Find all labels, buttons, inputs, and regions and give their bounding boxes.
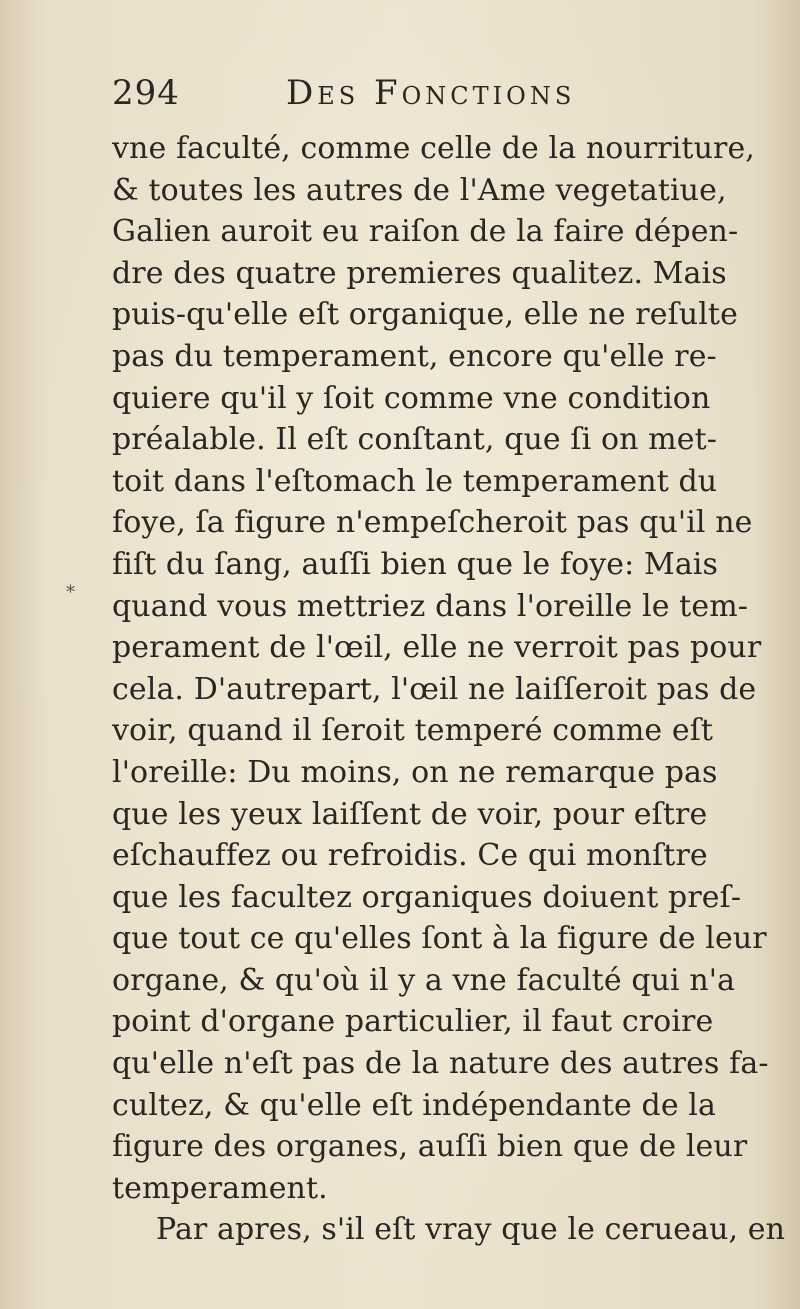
text-line: & toutes les autres de l'Ame vegetatiue, [112,172,727,208]
text-line: quand vous mettriez dans l'oreille le tem- [112,588,748,624]
text-line: toit dans l'eſtomach le temperament du [112,463,718,499]
text-line: eſchauffez ou refroidis. Ce qui monſtre [112,838,708,874]
text-line: vne faculté, comme celle de la nourriture, [112,131,755,166]
text-line: Galien auroit eu raiſon de la faire dépen- [112,214,739,250]
text-line: pas du temperament, encore qu'elle re- [112,338,717,374]
marginal-mark: * [66,582,75,603]
text-line: que les yeux laiſſent de voir, pour eſtre [112,796,708,832]
text-line-indented: Par apres, s'il eſt vray que le cerueau, en [156,1212,786,1248]
running-head [112,70,672,116]
text-line: quiere qu'il y ſoit comme vne condition [112,380,711,416]
text-line: l'oreille: Du moins, on ne remarque pas [112,754,718,790]
text-line: que les facultez organiques doiuent preſ- [112,879,742,915]
text-line: organe, & qu'où il y a vne faculté qui n'a [112,962,736,998]
text-line: qu'elle n'eſt pas de la nature des autres fa- [112,1046,769,1082]
text-line: puis-qu'elle eſt organique, elle ne reſulte [112,297,738,333]
text-line: point d'organe particulier, il faut croire [112,1004,714,1040]
text-line: que tout ce qu'elles ſont à la figure de leur [112,921,767,957]
page-number: 294 [112,73,180,113]
text-line: figure des organes, auſſi bien que de leur [112,1129,748,1165]
body-text [112,128,786,1251]
text-line: cela. D'autrepart, l'œil ne laiſſeroit pas de [112,671,757,707]
text-line: fiſt du ſang, auſſi bien que le foye: Mais [112,546,719,582]
text-line: perament de l'œil, elle ne verroit pas pour [112,630,762,666]
running-title: Des Fonctions [286,73,576,113]
text-line: cultez, & qu'elle eſt indépendante de la [112,1087,716,1123]
text-line: préalable. Il eſt conſtant, que ſi on met- [112,422,717,458]
text-line: temperament. [112,1170,328,1206]
text-line: foye, ſa figure n'empeſcheroit pas qu'il ne [112,505,753,541]
text-line: dre des quatre premieres qualitez. Mais [112,255,727,291]
text-line: voir, quand il ſeroit temperé comme eſt [112,713,714,749]
